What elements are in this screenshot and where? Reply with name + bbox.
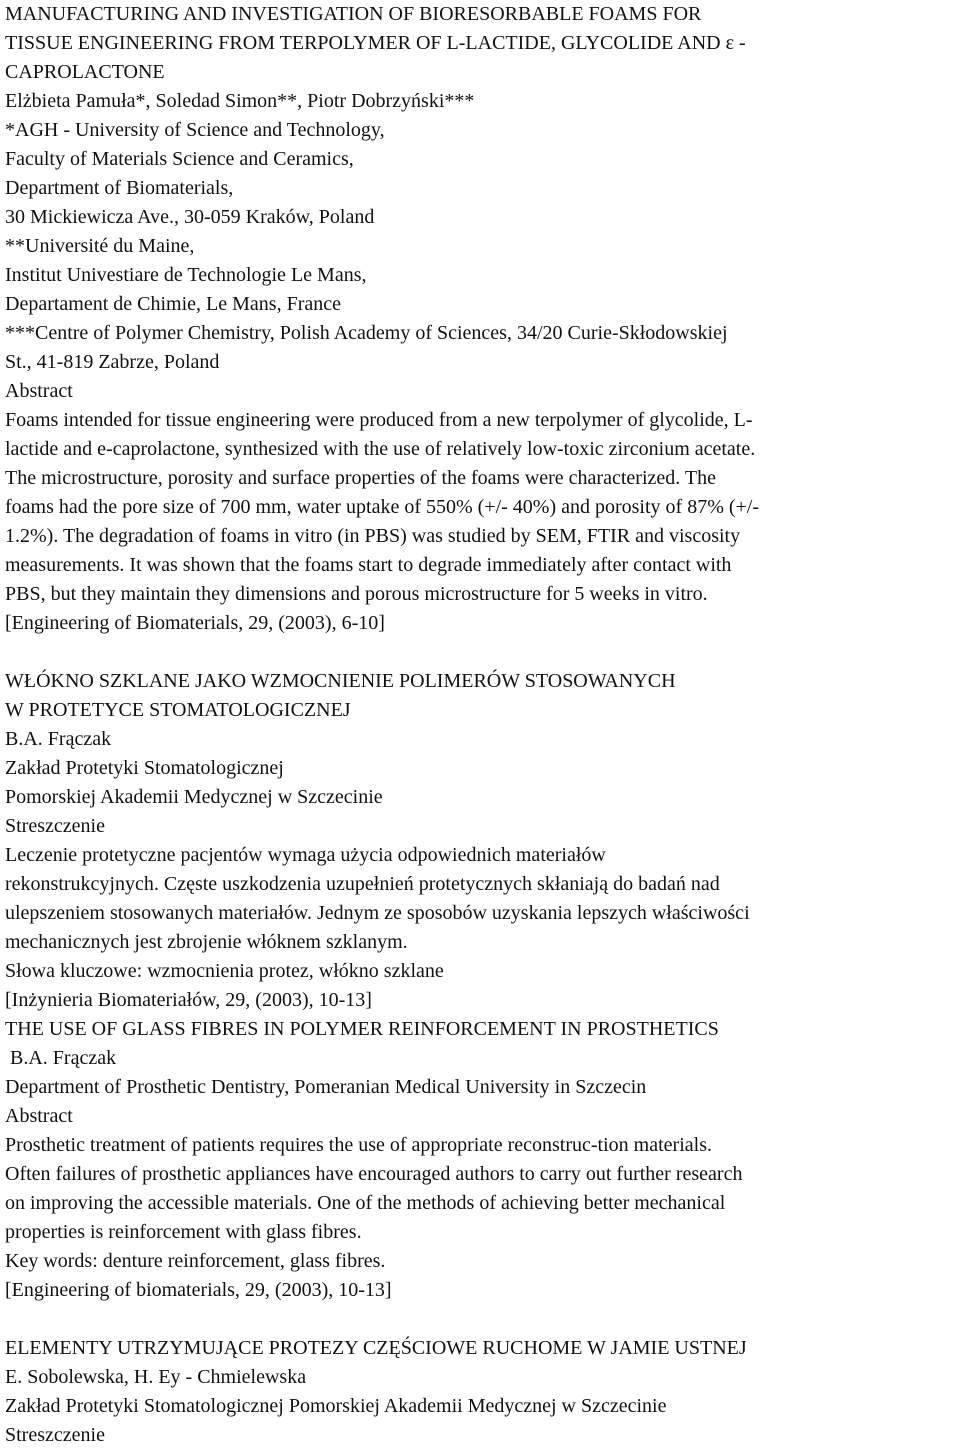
article-4-affiliation: Zakład Protetyki Stomatologicznej Pomorskiej Akademii Medycznej w Szczecinie bbox=[5, 1395, 667, 1417]
article-1-title-line-2: TISSUE ENGINEERING FROM TERPOLYMER OF L-LACTIDE, GLYCOLIDE AND ε - bbox=[5, 32, 746, 54]
article-3-citation: [Engineering of biomaterials, 29, (2003), 10-13] bbox=[5, 1279, 392, 1301]
article-3-abstract-line: Prosthetic treatment of patients requires the use of appropriate reconstruc-tion materials. bbox=[5, 1134, 712, 1156]
article-1 bbox=[5, 0, 960, 638]
article-2-abstract-line: mechanicznych jest zbrojenie włóknem szklanym. bbox=[5, 931, 408, 953]
article-3-keywords: Key words: denture reinforcement, glass fibres. bbox=[5, 1250, 386, 1272]
article-4-authors: E. Sobolewska, H. Ey - Chmielewska bbox=[5, 1366, 307, 1388]
article-1-affiliation-line: St., 41-819 Zabrze, Poland bbox=[5, 351, 220, 373]
article-1-title-line-3: CAPROLACTONE bbox=[5, 61, 165, 83]
article-2-abstract-line: Leczenie protetyczne pacjentów wymaga użycia odpowiednich materiałów bbox=[5, 844, 606, 866]
article-3-abstract-line: Often failures of prosthetic appliances have encouraged authors to carry out further research bbox=[5, 1163, 743, 1185]
article-2 bbox=[5, 667, 960, 1015]
article-1-abstract-line: The microstructure, porosity and surface properties of the foams were characterized. The bbox=[5, 467, 716, 489]
article-1-abstract-line: PBS, but they maintain they dimensions and porous microstructure for 5 weeks in vitro. bbox=[5, 583, 708, 605]
article-1-abstract-line: Foams intended for tissue engineering were produced from a new terpolymer of glycolide, L- bbox=[5, 409, 753, 431]
article-4-title: ELEMENTY UTRZYMUJĄCE PROTEZY CZĘŚCIOWE RUCHOME W JAMIE USTNEJ bbox=[5, 1337, 747, 1359]
article-3-title: THE USE OF GLASS FIBRES IN POLYMER REINFORCEMENT IN PROSTHETICS bbox=[5, 1018, 719, 1040]
article-1-abstract-line: measurements. It was shown that the foams start to degrade immediately after contact with bbox=[5, 554, 732, 576]
article-2-title-line-2: W PROTETYCE STOMATOLOGICZNEJ bbox=[5, 699, 351, 721]
article-2-citation: [Inżynieria Biomateriałów, 29, (2003), 10-13] bbox=[5, 989, 372, 1011]
article-1-affiliation-line: *AGH - University of Science and Technology, bbox=[5, 119, 385, 141]
article-4-abstract-heading: Streszczenie bbox=[5, 1424, 105, 1446]
section-spacer bbox=[5, 638, 960, 667]
article-1-abstract-line: 1.2%). The degradation of foams in vitro (in PBS) was studied by SEM, FTIR and viscosity bbox=[5, 525, 741, 547]
article-2-affiliation-line: Pomorskiej Akademii Medycznej w Szczecinie bbox=[5, 786, 383, 808]
article-3-abstract-line: on improving the accessible materials. One of the methods of achieving better mechanical bbox=[5, 1192, 726, 1214]
article-3-abstract-heading: Abstract bbox=[5, 1105, 73, 1127]
article-2-abstract-line: rekonstrukcyjnych. Częste uszkodzenia uzupełnień protetycznych skłaniają do badań nad bbox=[5, 873, 720, 895]
article-3 bbox=[5, 1015, 960, 1305]
article-1-affiliation-line: Departament de Chimie, Le Mans, France bbox=[5, 293, 341, 315]
article-3-author: B.A. Frączak bbox=[10, 1047, 117, 1069]
article-1-abstract-line: lactide and e-caprolactone, synthesized with the use of relatively low-toxic zirconium acetate. bbox=[5, 438, 756, 460]
article-1-abstract-line: foams had the pore size of 700 mm, water uptake of 550% (+/- 40%) and porosity of 87% (+/- bbox=[5, 496, 760, 518]
article-1-affiliation-line: Faculty of Materials Science and Ceramics, bbox=[5, 148, 354, 170]
article-1-affiliation-line: 30 Mickiewicza Ave., 30-059 Kraków, Poland bbox=[5, 206, 375, 228]
section-spacer bbox=[5, 1305, 960, 1334]
article-1-affiliation-line: **Université du Maine, bbox=[5, 235, 195, 257]
article-1-citation: [Engineering of Biomaterials, 29, (2003), 6-10] bbox=[5, 612, 385, 634]
article-2-keywords: Słowa kluczowe: wzmocnienia protez, włókno szklane bbox=[5, 960, 444, 982]
article-3-affiliation: Department of Prosthetic Dentistry, Pomeranian Medical University in Szczecin bbox=[5, 1076, 647, 1098]
article-1-title-line-1: MANUFACTURING AND INVESTIGATION OF BIORESORBABLE FOAMS FOR bbox=[5, 3, 702, 25]
article-3-abstract-line: properties is reinforcement with glass fibres. bbox=[5, 1221, 362, 1243]
article-1-affiliation-line: Institut Univestiare de Technologie Le Mans, bbox=[5, 264, 367, 286]
article-1-abstract-heading: Abstract bbox=[5, 380, 73, 402]
article-2-affiliation-line: Zakład Protetyki Stomatologicznej bbox=[5, 757, 284, 779]
article-2-title-line-1: WŁÓKNO SZKLANE JAKO WZMOCNIENIE POLIMERÓW STOSOWANYCH bbox=[5, 670, 676, 692]
article-4 bbox=[5, 1334, 960, 1450]
article-2-abstract-line: ulepszeniem stosowanych materiałów. Jednym ze sposobów uzyskania lepszych właściwości bbox=[5, 902, 750, 924]
article-1-affiliation-line: Department of Biomaterials, bbox=[5, 177, 234, 199]
article-1-affiliation-line: ***Centre of Polymer Chemistry, Polish Academy of Sciences, 34/20 Curie-Skłodowskiej bbox=[5, 322, 728, 344]
article-2-abstract-heading: Streszczenie bbox=[5, 815, 105, 837]
article-2-author: B.A. Frączak bbox=[5, 728, 112, 750]
article-1-authors: Elżbieta Pamuła*, Soledad Simon**, Piotr Dobrzyński*** bbox=[5, 90, 475, 112]
